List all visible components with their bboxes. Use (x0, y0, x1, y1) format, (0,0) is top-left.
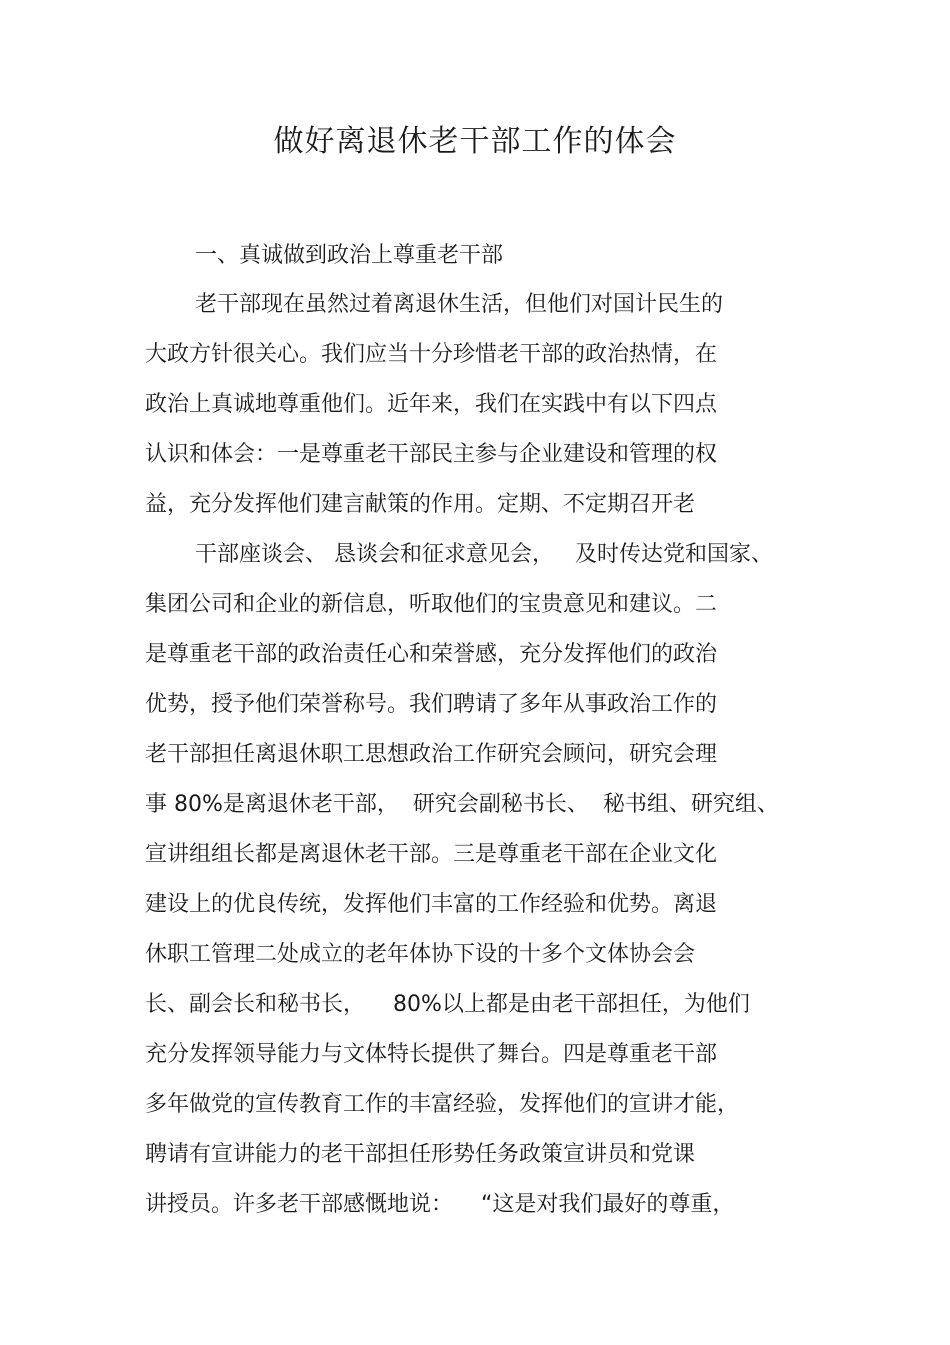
paragraph-line: 认识和体会：一是尊重老干部民主参与企业建设和管理的权 (145, 442, 718, 467)
section-heading: 一、真诚做到政治上尊重老干部 (195, 243, 504, 268)
paragraph-line: 大政方针很关心。我们应当十分珍惜老干部的政治热情，在 (145, 342, 718, 367)
paragraph-line: 老干部现在虽然过着离退休生活，但他们对国计民生的 (195, 292, 724, 317)
paragraph-line: 事 80%是离退休老干部， 研究会副秘书长、 秘书组、研究组、 (145, 792, 779, 817)
paragraph-line: 建设上的优良传统，发挥他们丰富的工作经验和优势。离退 (145, 892, 718, 917)
paragraph-line: 干部座谈会、 恳谈会和征求意见会， 及时传达党和国家、 (195, 542, 773, 567)
paragraph-line: 优势，授予他们荣誉称号。我们聘请了多年从事政治工作的 (145, 692, 718, 717)
paragraph-line: 多年做党的宣传教育工作的丰富经验，发挥他们的宣讲才能， (145, 1092, 740, 1117)
paragraph-line: 讲授员。许多老干部感慨地说： “这是对我们最好的尊重， (145, 1192, 735, 1217)
paragraph-line: 充分发挥领导能力与文体特长提供了舞台。四是尊重老干部 (145, 1042, 718, 1067)
paragraph-line: 是尊重老干部的政治责任心和荣誉感，充分发挥他们的政治 (145, 642, 718, 667)
paragraph-line: 益，充分发挥他们建言献策的作用。定期、不定期召开老 (145, 492, 696, 517)
paragraph-line: 政治上真诚地尊重他们。近年来，我们在实践中有以下四点 (145, 392, 718, 417)
document-title: 做好离退休老干部工作的体会 (273, 124, 677, 159)
paragraph-line: 聘请有宣讲能力的老干部担任形势任务政策宣讲员和党课 (145, 1142, 696, 1167)
paragraph-line: 老干部担任离退休职工思想政治工作研究会顾问，研究会理 (145, 742, 718, 767)
paragraph-line: 宣讲组组长都是离退休老干部。三是尊重老干部在企业文化 (145, 842, 718, 867)
paragraph-line: 集团公司和企业的新信息，听取他们的宝贵意见和建议。二 (145, 592, 718, 617)
paragraph-line: 休职工管理二处成立的老年体协下设的十多个文体协会会 (145, 942, 696, 967)
paragraph-line: 长、副会长和秘书长， 80%以上都是由老干部担任，为他们 (145, 992, 750, 1017)
